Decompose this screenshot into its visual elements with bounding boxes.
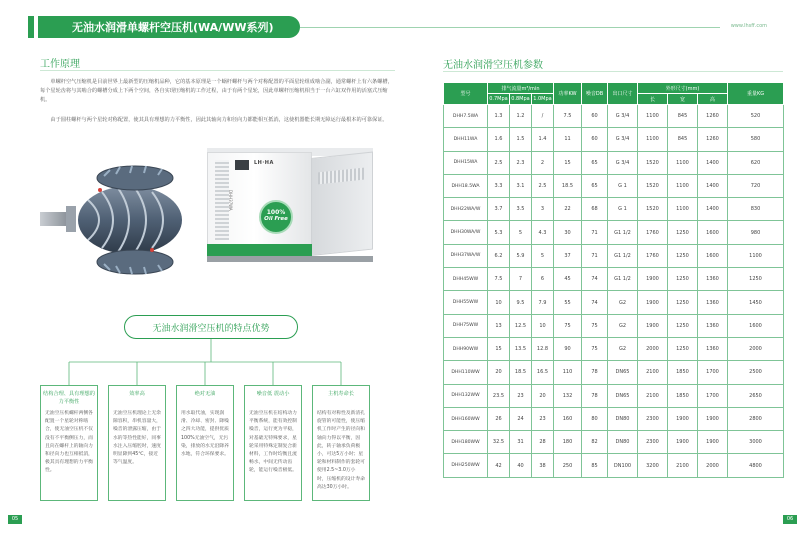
value-cell: 5 xyxy=(510,221,532,244)
value-cell: 1850 xyxy=(668,361,698,384)
value-cell: 1400 xyxy=(698,198,728,221)
value-cell: 1.5 xyxy=(510,128,532,151)
value-cell: 30 xyxy=(554,221,582,244)
value-cell: DN100 xyxy=(608,454,638,477)
value-cell: 13.5 xyxy=(510,337,532,360)
value-cell: 12.8 xyxy=(532,337,554,360)
value-cell: 132 xyxy=(554,384,582,407)
value-cell: 28 xyxy=(532,431,554,454)
value-cell: 24 xyxy=(510,407,532,430)
value-cell: 20 xyxy=(532,384,554,407)
header-dimensions: 外形尺寸(mm) xyxy=(638,83,728,94)
value-cell: 78 xyxy=(582,384,608,407)
value-cell: 60 xyxy=(582,105,608,128)
model-cell: DHH250WW xyxy=(444,454,488,477)
value-cell: G2 xyxy=(608,314,638,337)
value-cell: 65 xyxy=(582,151,608,174)
table-row xyxy=(444,128,784,151)
model-cell: DHH11WA xyxy=(444,128,488,151)
value-cell: 1900 xyxy=(638,291,668,314)
value-cell: G1 1/2 xyxy=(608,244,638,267)
value-cell: 15 xyxy=(554,151,582,174)
table-row xyxy=(444,454,784,477)
feature-text: 无油空压机理论上无余隙容积，串机容量大，噪音的泄露压缩，由于水的等热性能好，同事水注入压缩腔时，速度明显降到45℃，接近等气温度。 xyxy=(113,411,161,466)
value-cell: 2100 xyxy=(668,454,698,477)
value-cell: 3.7 xyxy=(488,198,510,221)
value-cell: DN65 xyxy=(608,384,638,407)
value-cell: 45 xyxy=(554,268,582,291)
working-principle-title: 工作原理 xyxy=(40,59,80,70)
model-cell: DHH22WA/W xyxy=(444,198,488,221)
value-cell: 1900 xyxy=(668,407,698,430)
value-cell: 980 xyxy=(728,221,784,244)
value-cell: 1900 xyxy=(698,407,728,430)
website-url: www.lhsff.com xyxy=(730,23,767,29)
value-cell: G 3/4 xyxy=(608,151,638,174)
value-cell: 1520 xyxy=(638,151,668,174)
value-cell: 1900 xyxy=(638,314,668,337)
feature-card-low-noise xyxy=(244,385,302,501)
value-cell: 80 xyxy=(582,407,608,430)
feature-card-balance xyxy=(40,385,98,501)
value-cell: 2.5 xyxy=(532,174,554,197)
value-cell: 11 xyxy=(554,128,582,151)
value-cell: 42 xyxy=(488,454,510,477)
value-cell: 1250 xyxy=(668,337,698,360)
value-cell: 1250 xyxy=(668,268,698,291)
value-cell: 10 xyxy=(488,291,510,314)
value-cell: 1100 xyxy=(668,198,698,221)
value-cell: 78 xyxy=(582,361,608,384)
value-cell: 2000 xyxy=(638,337,668,360)
value-cell: 1100 xyxy=(638,105,668,128)
value-cell: 1360 xyxy=(698,314,728,337)
value-cell: 1400 xyxy=(698,151,728,174)
value-cell: G 1 xyxy=(608,174,638,197)
value-cell: 23 xyxy=(510,384,532,407)
header-width: 宽 xyxy=(668,94,698,105)
value-cell: DN80 xyxy=(608,407,638,430)
spec-table xyxy=(443,82,784,478)
header-flow-10: 1.0Mpa xyxy=(532,94,554,105)
value-cell: 85 xyxy=(582,454,608,477)
value-cell: 1700 xyxy=(698,361,728,384)
feature-card-efficiency xyxy=(108,385,166,501)
value-cell: 31 xyxy=(510,431,532,454)
table-row xyxy=(444,407,784,430)
value-cell: 23 xyxy=(532,407,554,430)
feature-text: 无油空压机在结构动力平衡系统，能有效控制噪音，运行更为平稳，对基础无特殊要求，星轮采用特殊定制复合新材料，工作时均衡且流畅水，中间无传动齿轮，能运行噪音极低。 xyxy=(249,411,297,474)
value-cell: 75 xyxy=(582,337,608,360)
header-flow-07: 0.7Mpa xyxy=(488,94,510,105)
machine-logo: LH·HA xyxy=(254,160,274,166)
value-cell: 4800 xyxy=(728,454,784,477)
value-cell: 23.5 xyxy=(488,384,510,407)
value-cell: 1.3 xyxy=(488,105,510,128)
value-cell: 1250 xyxy=(668,221,698,244)
value-cell: 1260 xyxy=(698,128,728,151)
value-cell: 10 xyxy=(532,314,554,337)
header-model: 型号 xyxy=(444,83,488,105)
value-cell: 74 xyxy=(582,268,608,291)
value-cell: 1900 xyxy=(638,268,668,291)
model-cell: DHH18.5WA xyxy=(444,174,488,197)
value-cell: 5.3 xyxy=(488,221,510,244)
value-cell: 40 xyxy=(510,454,532,477)
model-cell: DHH30WA/W xyxy=(444,221,488,244)
value-cell: G2 xyxy=(608,291,638,314)
value-cell: 3.5 xyxy=(510,198,532,221)
value-cell: 2300 xyxy=(638,431,668,454)
value-cell: 32.5 xyxy=(488,431,510,454)
value-cell: 1250 xyxy=(728,268,784,291)
value-cell: 1760 xyxy=(638,244,668,267)
value-cell: 2300 xyxy=(638,407,668,430)
model-cell: DHH132WW xyxy=(444,384,488,407)
value-cell: 1100 xyxy=(668,151,698,174)
model-cell: DHH37WA/W xyxy=(444,244,488,267)
value-cell: 1600 xyxy=(698,221,728,244)
value-cell: 2650 xyxy=(728,384,784,407)
value-cell: 2.5 xyxy=(488,151,510,174)
value-cell: 26 xyxy=(488,407,510,430)
header-height: 高 xyxy=(698,94,728,105)
value-cell: 3 xyxy=(532,198,554,221)
table-row xyxy=(444,291,784,314)
model-cell: DHH110WW xyxy=(444,361,488,384)
model-cell: DHH45WW xyxy=(444,268,488,291)
value-cell: 2100 xyxy=(638,361,668,384)
value-cell: 22 xyxy=(554,198,582,221)
value-cell: 71 xyxy=(582,244,608,267)
value-cell: 3.3 xyxy=(488,174,510,197)
header-flow: 排气流量m³/min xyxy=(488,83,554,94)
value-cell: 1900 xyxy=(698,431,728,454)
value-cell: 1250 xyxy=(668,244,698,267)
value-cell: 90 xyxy=(554,337,582,360)
table-row xyxy=(444,431,784,454)
spec-table-title: 无油水润滑空压机参数 xyxy=(443,60,543,71)
value-cell: 110 xyxy=(554,361,582,384)
value-cell: 1600 xyxy=(728,314,784,337)
model-cell: DHH55WW xyxy=(444,291,488,314)
header-outlet: 出口尺寸 xyxy=(608,83,638,105)
value-cell: 37 xyxy=(554,244,582,267)
table-row xyxy=(444,174,784,197)
value-cell: 1400 xyxy=(698,174,728,197)
value-cell: 55 xyxy=(554,291,582,314)
table-row xyxy=(444,221,784,244)
feature-card-long-life xyxy=(312,385,370,501)
value-cell: 1850 xyxy=(668,384,698,407)
value-cell: G1 1/2 xyxy=(608,268,638,291)
table-row xyxy=(444,151,784,174)
value-cell: 12.5 xyxy=(510,314,532,337)
value-cell: 520 xyxy=(728,105,784,128)
value-cell: 1100 xyxy=(728,244,784,267)
value-cell: 1.6 xyxy=(488,128,510,151)
value-cell: 2.3 xyxy=(510,151,532,174)
value-cell: DN80 xyxy=(608,431,638,454)
value-cell: 7.5 xyxy=(488,268,510,291)
value-cell: 2000 xyxy=(728,337,784,360)
header-flow-08: 0.8Mpa xyxy=(510,94,532,105)
value-cell: 65 xyxy=(582,174,608,197)
table-row xyxy=(444,314,784,337)
table-row xyxy=(444,105,784,128)
value-cell: 1600 xyxy=(698,244,728,267)
value-cell: DN65 xyxy=(608,361,638,384)
table-row xyxy=(444,384,784,407)
value-cell: 1450 xyxy=(728,291,784,314)
value-cell: 1760 xyxy=(638,221,668,244)
value-cell: 60 xyxy=(582,128,608,151)
header-length: 长 xyxy=(638,94,668,105)
principle-paragraph-1: 单螺杆空气压缩机是目前世界上最新型的压缩机品种，它的基本原理是一个蜗杆螺杆与两个对称配置的平面星轮组成啮合副，通常螺杆上有六条螺槽，每个星轮齿将与其啮合的螺槽分成上下两个空间，各自实现压缩机的工作过程，由于有两个星轮，因此单螺杆压缩机相当于一台六缸双作用的活塞式压缩机。 xyxy=(40,79,393,103)
value-cell: 2500 xyxy=(728,361,784,384)
table-row xyxy=(444,361,784,384)
value-cell: 68 xyxy=(582,198,608,221)
table-row xyxy=(444,198,784,221)
value-cell: 7.9 xyxy=(532,291,554,314)
value-cell: 6 xyxy=(532,268,554,291)
value-cell: 7 xyxy=(510,268,532,291)
value-cell: 13 xyxy=(488,314,510,337)
value-cell: 71 xyxy=(582,221,608,244)
page-number-right: 06 xyxy=(783,515,797,524)
model-cell: DHH75WW xyxy=(444,314,488,337)
feature-heading: 绝对无油 xyxy=(194,391,216,397)
value-cell: 3.1 xyxy=(510,174,532,197)
feature-heading: 效率高 xyxy=(129,391,145,397)
model-cell: DHH7.5WA xyxy=(444,105,488,128)
header-noise: 噪音DB xyxy=(582,83,608,105)
spec-table-body xyxy=(444,105,784,478)
feature-heading: 噪音低 震动小 xyxy=(256,391,290,397)
principle-paragraph-2: 由于圆柱螺杆与两个星轮对称配置，使其具有理想的力平衡性，因此其轴向力和径向力都能相互抵消，这使机器能长期无障运行最根本的可靠保证。 xyxy=(50,117,388,123)
table-row xyxy=(444,244,784,267)
page-number-left: 05 xyxy=(8,515,22,524)
value-cell: 1520 xyxy=(638,198,668,221)
feature-heading: 主机寿命长 xyxy=(328,391,354,397)
feature-card-oil-free xyxy=(176,385,234,501)
value-cell: 845 xyxy=(668,105,698,128)
value-cell: 1250 xyxy=(668,291,698,314)
value-cell: G 3/4 xyxy=(608,128,638,151)
value-cell: G 1 xyxy=(608,198,638,221)
value-cell: 18.5 xyxy=(510,361,532,384)
feature-text: 无油空压机螺杆两侧各配置一个星轮对称啮合，使无油空压机不仅没有不平衡侧压力，而且向在螺杆上的轴向力和径向力也互相抵消，极其具有理想的力平衡性。 xyxy=(45,411,93,474)
value-cell: 2 xyxy=(532,151,554,174)
value-cell: 1700 xyxy=(698,384,728,407)
badge-percent: 100% xyxy=(266,209,286,216)
value-cell: 7.5 xyxy=(554,105,582,128)
value-cell: 18.5 xyxy=(554,174,582,197)
value-cell: 3200 xyxy=(638,454,668,477)
value-cell: 580 xyxy=(728,128,784,151)
value-cell: 1250 xyxy=(668,314,698,337)
value-cell: 2100 xyxy=(638,384,668,407)
value-cell: 250 xyxy=(554,454,582,477)
badge-label: Oil Free xyxy=(264,216,288,222)
value-cell: 15 xyxy=(488,337,510,360)
value-cell: 20 xyxy=(488,361,510,384)
value-cell: 3000 xyxy=(728,431,784,454)
features-title: 无油水润滑空压机的特点优势 xyxy=(152,324,270,334)
model-cell: DHH160WW xyxy=(444,407,488,430)
value-cell: 5.9 xyxy=(510,244,532,267)
table-row xyxy=(444,337,784,360)
value-cell: 1360 xyxy=(698,291,728,314)
value-cell: 1100 xyxy=(638,128,668,151)
value-cell: 1100 xyxy=(668,174,698,197)
value-cell: 74 xyxy=(582,291,608,314)
value-cell: 620 xyxy=(728,151,784,174)
value-cell: 1.2 xyxy=(510,105,532,128)
feature-heading: 结构合理、具有理想的力平衡性 xyxy=(43,391,95,405)
value-cell: 82 xyxy=(582,431,608,454)
value-cell: G2 xyxy=(608,337,638,360)
feature-text: 结构有对称性及新清孔旋管的可能性，使压缩机工作时产生的径向和轴向力得以平衡，因此，转子轴承负荷极小，可达5万小时；星轮和材料制作的套轮可使用2.5~3.0万小时，压缩机的设计寿命高达30万小时。 xyxy=(317,411,365,490)
machine-model-text: DHH37WA xyxy=(228,190,233,211)
value-cell: / xyxy=(532,105,554,128)
value-cell: 9.5 xyxy=(510,291,532,314)
value-cell: 830 xyxy=(728,198,784,221)
value-cell: 160 xyxy=(554,407,582,430)
value-cell: 1520 xyxy=(638,174,668,197)
value-cell: 4.3 xyxy=(532,221,554,244)
page-title: 无油水润滑单螺杆空压机(WA/WW系列) xyxy=(72,21,274,34)
value-cell: 75 xyxy=(554,314,582,337)
value-cell: 1900 xyxy=(668,431,698,454)
header-power: 功率KW xyxy=(554,83,582,105)
value-cell: 1360 xyxy=(698,268,728,291)
value-cell: G1 1/2 xyxy=(608,221,638,244)
value-cell: 6.2 xyxy=(488,244,510,267)
value-cell: 1360 xyxy=(698,337,728,360)
model-cell: DHH180WW xyxy=(444,431,488,454)
value-cell: 2000 xyxy=(698,454,728,477)
value-cell: 38 xyxy=(532,454,554,477)
value-cell: 180 xyxy=(554,431,582,454)
value-cell: 1260 xyxy=(698,105,728,128)
value-cell: 75 xyxy=(582,314,608,337)
table-row xyxy=(444,268,784,291)
value-cell: 16.5 xyxy=(532,361,554,384)
model-cell: DHH15WA xyxy=(444,151,488,174)
model-cell: DHH90WW xyxy=(444,337,488,360)
value-cell: 720 xyxy=(728,174,784,197)
value-cell: 1.4 xyxy=(532,128,554,151)
value-cell: G 3/4 xyxy=(608,105,638,128)
value-cell: 5 xyxy=(532,244,554,267)
header-weight: 重量KG xyxy=(728,83,784,105)
value-cell: 845 xyxy=(668,128,698,151)
value-cell: 2800 xyxy=(728,407,784,430)
table-divider xyxy=(443,71,783,72)
feature-text: 用水取代油，实现润滑、冷却、密封、降噪之四大功能，提供优质100%无油空气，无污染，排放的水无沿降养水地，符合环保要求。 xyxy=(181,411,229,458)
